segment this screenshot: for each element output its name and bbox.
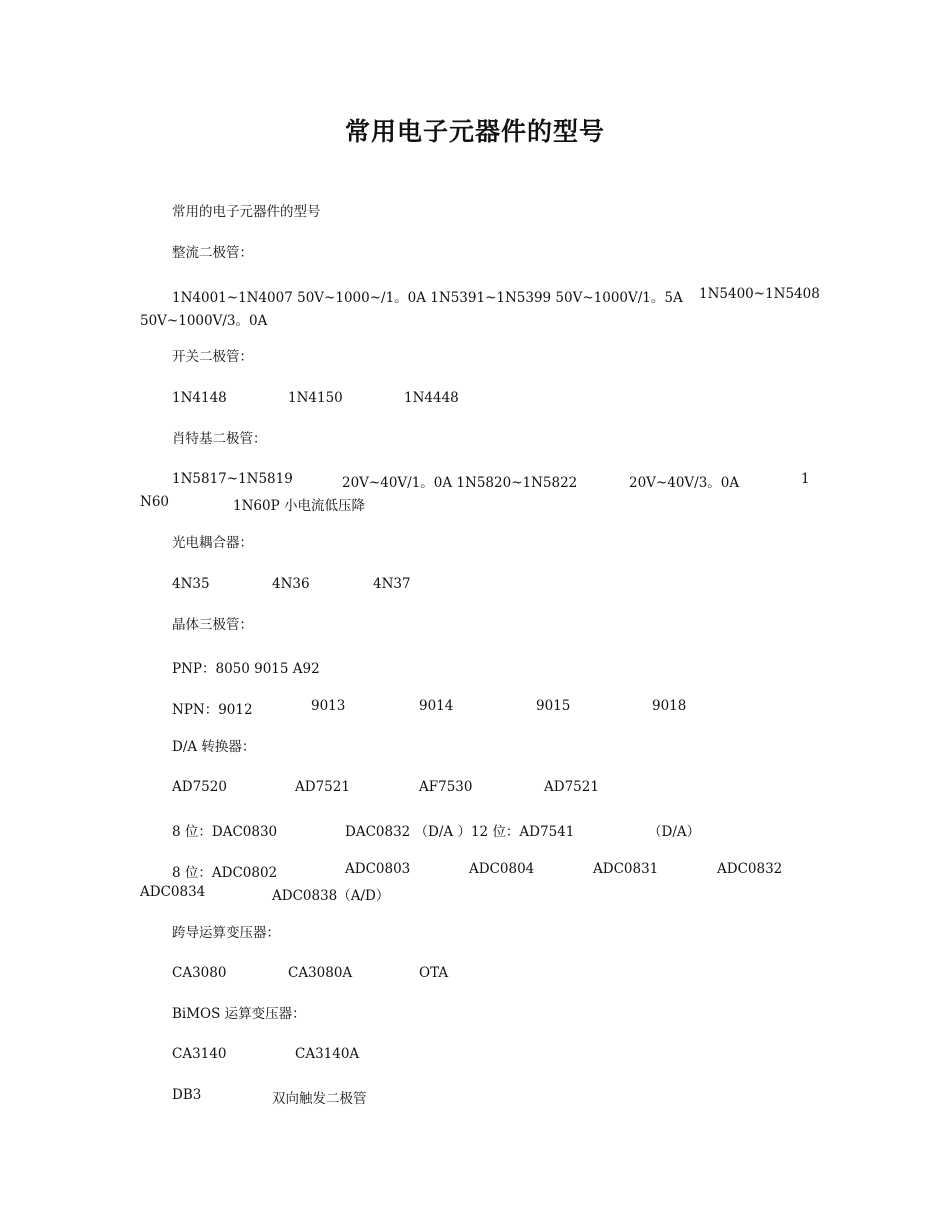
bimos-item: CA3140 [172, 1046, 227, 1062]
optocoupler-item: 4N37 [373, 576, 411, 592]
dac-item: AD7521 [544, 779, 599, 795]
rectifier-item: 1N4001~1N4007 50V~1000~/1。0A 1N5391~1N5399 50V~1000V/1。5A [172, 290, 683, 306]
switching-item: 1N4148 [172, 390, 227, 406]
npn-item: 9013 [311, 698, 346, 714]
dac-heading: D/A 转换器： [172, 739, 256, 755]
npn-item: NPN：9012 [172, 702, 253, 718]
schottky-item: 1 [801, 471, 810, 487]
transistor-heading: 晶体三极管： [172, 617, 253, 633]
ota-item: OTA [419, 965, 449, 981]
optocoupler-item: 4N36 [272, 576, 310, 592]
dac-item: AD7520 [172, 779, 227, 795]
intro-text: 常用的电子元器件的型号 [172, 204, 321, 220]
ota-item: CA3080A [288, 965, 353, 981]
schottky-line2: N60 [140, 494, 169, 510]
adc-item: ADC0804 [469, 861, 535, 877]
dac-item: AD7521 [295, 779, 350, 795]
dac-bits-item: DAC0832 （D/A ）12 位：AD7541 [345, 824, 575, 840]
npn-item: 9014 [419, 698, 454, 714]
schottky-item: 20V~40V/3。0A [629, 475, 740, 491]
switching-heading: 开关二极管： [172, 349, 253, 365]
rectifier-heading: 整流二极管： [172, 245, 253, 261]
npn-item: 9018 [652, 698, 687, 714]
page-title: 常用电子元器件的型号 [344, 117, 605, 146]
npn-item: 9015 [536, 698, 571, 714]
adc-item: ADC0832 [717, 861, 783, 877]
dac-bits-item: （D/A） [648, 824, 701, 840]
switching-item: 1N4448 [404, 390, 459, 406]
pnp-list: PNP：8050 9015 A92 [172, 661, 320, 677]
db3-description: 双向触发二极管 [272, 1091, 367, 1107]
adc-line2: ADC0838（A/D） [272, 888, 390, 904]
schottky-item: 1N5817~1N5819 [172, 471, 293, 487]
adc-item: ADC0831 [593, 861, 659, 877]
bimos-item: CA3140A [295, 1046, 360, 1062]
db3-item: DB3 [172, 1087, 202, 1103]
ota-item: CA3080 [172, 965, 227, 981]
dac-bits-item: 8 位：DAC0830 [172, 824, 278, 840]
rectifier-item: 1N5400~1N5408 [699, 286, 820, 302]
adc-line2: ADC0834 [140, 884, 206, 900]
schottky-item: 20V~40V/1。0A 1N5820~1N5822 [342, 475, 578, 491]
optocoupler-heading: 光电耦合器： [172, 535, 253, 551]
bimos-heading: BiMOS 运算变压器： [172, 1006, 306, 1022]
ota-heading: 跨导运算变压器： [172, 925, 280, 941]
dac-item: AF7530 [419, 779, 473, 795]
adc-item: 8 位：ADC0802 [172, 865, 278, 881]
rectifier-line2: 50V~1000V/3。0A [140, 313, 268, 329]
schottky-heading: 肖特基二极管： [172, 431, 267, 447]
schottky-line2: 1N60P 小电流低压降 [233, 498, 365, 514]
switching-item: 1N4150 [288, 390, 343, 406]
optocoupler-item: 4N35 [172, 576, 210, 592]
adc-item: ADC0803 [345, 861, 411, 877]
